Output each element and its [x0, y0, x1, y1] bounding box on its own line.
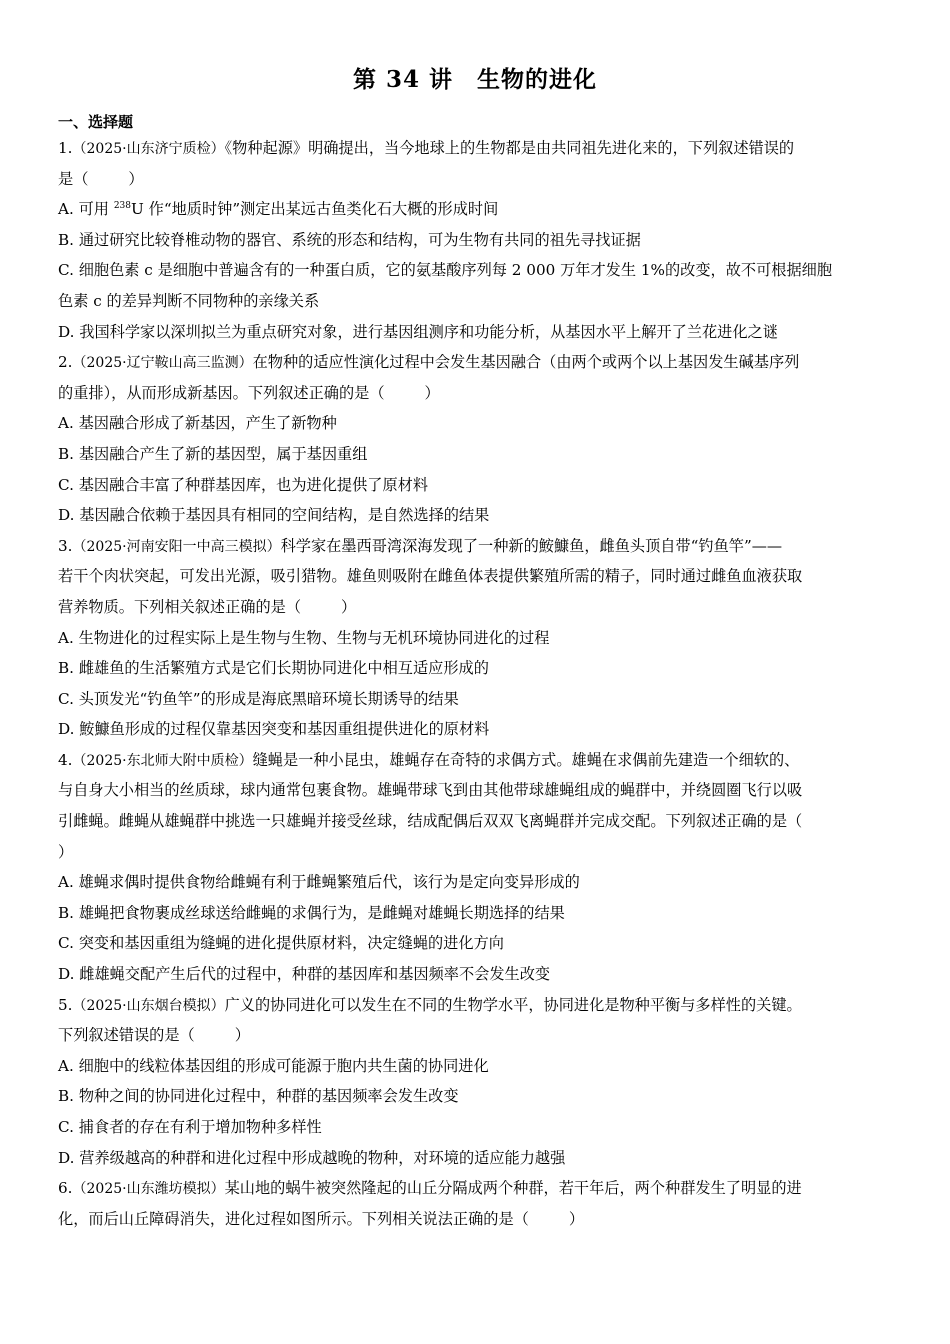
- question-stem-text: 下列叙述错误的是（: [58, 1026, 195, 1045]
- option-c: C. 基因融合丰富了种群基因库，也为进化提供了原材料: [58, 475, 429, 494]
- option-c-continued: 色素 c 的差异判断不同物种的亲缘关系: [58, 291, 320, 310]
- option-a: [58, 194, 888, 225]
- question-stem-line: [58, 164, 888, 195]
- question-source: （2025·山东烟台模拟）: [72, 997, 225, 1014]
- question-source: （2025·辽宁鞍山高三监测）: [72, 355, 253, 372]
- stem-close-paren: ）: [128, 169, 144, 188]
- question-source: （2025·山东济宁质检）: [72, 141, 225, 157]
- question-stem-line: 若干个肉状突起，可发出光源，吸引猎物。雄鱼则吸附在雌鱼体表提供繁殖所需的精子，同时通过雌鱼血液获取: [58, 567, 803, 586]
- question-stem-line: [58, 1204, 888, 1235]
- question-stem-text: 化，而后山丘障碍消失，进化过程如图所示。下列相关说法正确的是（: [58, 1209, 529, 1228]
- question-stem-text: 广义的协同进化可以发生在不同的生物学水平，协同进化是物种平衡与多样性的关键。: [224, 995, 802, 1014]
- option-c: C. 突变和基因重组为缝蝇的进化提供原材料，决定缝蝇的进化方向: [58, 934, 504, 953]
- page-title: 第 34 讲 生物的进化: [352, 66, 598, 93]
- question-stem-line: [58, 592, 888, 623]
- question-stem-text: 的重排），从而形成新基因。下列叙述正确的是（: [58, 383, 385, 402]
- option-d: D. 雌雄蝇交配产生后代的过程中，种群的基因库和基因频率不会发生改变: [58, 965, 551, 984]
- section-heading: 一、选择题: [58, 113, 134, 131]
- question-6: [58, 1173, 888, 1234]
- isotope-superscript: 238: [113, 201, 132, 212]
- option-a: A. 雄蝇求偶时提供食物给雌蝇有利于雌蝇繁殖后代，该行为是定向变异形成的: [58, 873, 580, 892]
- question-stem-line: [58, 531, 888, 562]
- question-stem-line: [58, 378, 888, 409]
- option-text: A. 可用: [58, 200, 114, 219]
- question-stem-line: [58, 1173, 888, 1204]
- option-a: A. 细胞中的线粒体基因组的形成可能源于胞内共生菌的协同进化: [58, 1056, 489, 1075]
- question-stem-line: 与自身大小相当的丝质球，球内通常包裹食物。雄蝇带球飞到由其他带球雄蝇组成的蝇群中，并绕圆圈飞行以吸: [58, 781, 803, 800]
- option-d: D. 营养级越高的种群和进化过程中形成越晚的物种，对环境的适应能力越强: [58, 1148, 566, 1167]
- stem-close-paren: ）: [234, 1026, 250, 1045]
- question-number: 3.: [58, 536, 73, 555]
- question-stem-text: 营养物质。下列相关叙述正确的是（: [58, 597, 301, 616]
- question-stem-line: [58, 990, 888, 1021]
- stem-close-paren: ）: [58, 842, 74, 861]
- stem-close-paren: ）: [568, 1209, 584, 1228]
- question-5: [58, 990, 888, 1174]
- option-a: A. 基因融合形成了新基因，产生了新物种: [58, 414, 337, 433]
- question-list: [58, 133, 888, 1234]
- question-stem-line: [58, 347, 888, 378]
- question-stem-text: 某山地的蜗牛被突然隆起的山丘分隔成两个种群，若干年后，两个种群发生了明显的进: [224, 1179, 802, 1198]
- question-stem-text: 《物种起源》明确提出，当今地球上的生物都是由共同祖先进化来的，下列叙述错误的: [224, 139, 795, 157]
- option-text: U 作“地质时钟”测定出某远古鱼类化石大概的形成时间: [131, 200, 499, 219]
- question-stem-text: 科学家在墨西哥湾深海发现了一种新的鮟鱇鱼，雌鱼头顶自带“钓鱼竿”——: [280, 536, 783, 555]
- option-b: B. 基因融合产生了新的基因型，属于基因重组: [58, 444, 368, 463]
- question-stem-line: [58, 837, 888, 868]
- question-source: （2025·东北师大附中质检）: [72, 752, 253, 769]
- question-source: （2025·山东潍坊模拟）: [72, 1181, 225, 1198]
- question-4: [58, 745, 888, 990]
- stem-close-paren: ）: [424, 383, 440, 402]
- question-stem-line: [58, 1020, 888, 1051]
- question-stem-text: 在物种的适应性演化过程中会发生基因融合（由两个或两个以上基因发生碱基序列: [252, 353, 800, 372]
- question-number: 2.: [58, 353, 73, 372]
- question-stem-text: 是（: [58, 169, 89, 188]
- question-stem-line: 引雌蝇。雌蝇从雄蝇群中挑选一只雄蝇并接受丝球，结成配偶后双双飞离蝇群并完成交配。下列叙述正确的是（: [58, 812, 803, 831]
- question-stem-line: [58, 745, 888, 776]
- question-number: 4.: [58, 750, 73, 769]
- question-stem-line: [58, 133, 888, 164]
- option-b: B. 通过研究比较脊椎动物的器官、系统的形态和结构，可为生物有共同的祖先寻找证据: [58, 230, 641, 249]
- question-2: [58, 347, 888, 531]
- option-d: D. 基因融合依赖于基因具有相同的空间结构，是自然选择的结果: [58, 506, 490, 525]
- question-3: [58, 531, 888, 745]
- option-b: B. 雌雄鱼的生活繁殖方式是它们长期协同进化中相互适应形成的: [58, 659, 489, 678]
- option-a: A. 生物进化的过程实际上是生物与生物、生物与无机环境协同进化的过程: [58, 628, 550, 647]
- question-number: 5.: [58, 995, 73, 1014]
- stem-close-paren: ）: [341, 597, 357, 616]
- option-c: C. 细胞色素 c 是细胞中普遍含有的一种蛋白质，它的氨基酸序列每 2 000 万年才发生 1%的改变，故不可根据细胞: [58, 261, 833, 280]
- question-source: （2025·河南安阳一中高三模拟）: [72, 538, 281, 555]
- option-c: C. 头顶发光“钓鱼竿”的形成是海底黑暗环境长期诱导的结果: [58, 689, 459, 708]
- option-b: B. 雄蝇把食物裹成丝球送给雌蝇的求偶行为，是雌蝇对雄蝇长期选择的结果: [58, 903, 565, 922]
- option-b: B. 物种之间的协同进化过程中，种群的基因频率会发生改变: [58, 1087, 459, 1106]
- question-number: 1.: [58, 139, 73, 157]
- question-1: [58, 133, 888, 347]
- question-stem-text: 缝蝇是一种小昆虫，雄蝇存在奇特的求偶方式。雄蝇在求偶前先建造一个细软的、: [252, 750, 800, 769]
- option-d: D. 我国科学家以深圳拟兰为重点研究对象，进行基因组测序和功能分析，从基因水平上解开了兰花进化之谜: [58, 322, 778, 341]
- option-c: C. 捕食者的存在有利于增加物种多样性: [58, 1118, 322, 1136]
- option-d: D. 鮟鱇鱼形成的过程仅靠基因突变和基因重组提供进化的原材料: [58, 720, 490, 739]
- question-number: 6.: [58, 1179, 73, 1198]
